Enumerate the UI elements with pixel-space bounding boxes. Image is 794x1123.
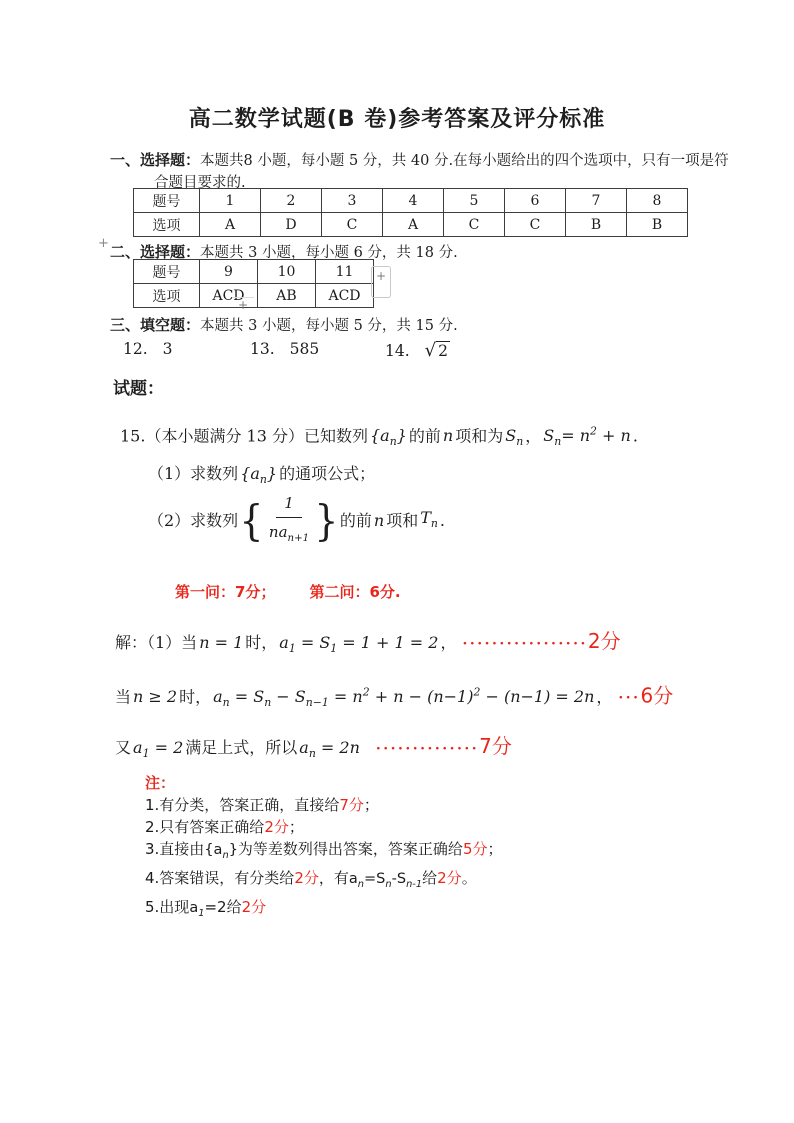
section-3-desc: 本题共 3 小题，每小题 5 分，共 15 分. xyxy=(200,318,458,334)
q15-text: 15.（本小题满分 13 分）已知数列 xyxy=(120,426,368,446)
dotted-leader: ··· xyxy=(618,690,641,707)
note-text: 给 xyxy=(422,868,438,887)
notes-header: 注： xyxy=(145,774,176,792)
table-row-numbers xyxy=(134,189,688,213)
q15p1-math-seq: $\{a_n\}$ xyxy=(240,464,278,487)
q15-text: 的前 xyxy=(408,426,441,446)
note-score: 5分 xyxy=(462,840,488,858)
note-text: 5.出现 xyxy=(145,897,190,916)
table-cell: 10 xyxy=(258,260,316,284)
note-text: ，有 xyxy=(318,868,349,887)
note-line-5 xyxy=(145,896,503,925)
note-line-1 xyxy=(145,794,503,816)
table-cell-label: 选项 xyxy=(134,213,200,237)
note-text: ； xyxy=(487,840,503,858)
note-text: 1.有分类，答案正确，直接给 xyxy=(145,796,340,814)
note-text: =2给 xyxy=(204,897,242,916)
table-cell: ACD xyxy=(316,284,374,308)
sol-text: 当 xyxy=(115,687,132,707)
table-cell: AB xyxy=(258,284,316,308)
table-cell: 6 xyxy=(505,189,566,213)
solution-line-2 xyxy=(115,679,785,718)
q15-math-sn: $S_n$ xyxy=(505,426,524,449)
score-badge: 6分 xyxy=(640,683,674,708)
fill-answer-12 xyxy=(123,340,173,358)
note-text: ； xyxy=(288,818,304,836)
table-cell: B xyxy=(627,213,688,237)
section-1-label: 一、选择题： xyxy=(110,151,201,169)
table-cell: 3 xyxy=(322,189,383,213)
dotted-leader: ················· xyxy=(462,636,588,652)
table-row-answers xyxy=(134,213,688,237)
note-line-3 xyxy=(145,838,503,867)
table-insert-handle-icon: + xyxy=(371,266,391,298)
left-brace: { xyxy=(239,496,264,545)
q15-math-n: n xyxy=(442,426,454,446)
table-cell: C xyxy=(505,213,566,237)
sol-math: n ≥ 2 xyxy=(133,687,178,707)
table-cell: A xyxy=(383,213,444,237)
note-text: 为等差数列得出答案，答案正确给 xyxy=(237,840,463,858)
q15p1-text: （1）求数列 xyxy=(148,464,239,483)
radical-sign: √ xyxy=(424,340,437,361)
sol-text: ， xyxy=(596,687,605,707)
note-text: ； xyxy=(363,796,379,814)
table-cell: 9 xyxy=(200,260,258,284)
note-score: 2分 xyxy=(241,897,267,916)
table-cell: 8 xyxy=(627,189,688,213)
fill-answer-14 xyxy=(385,340,450,361)
fill-value: 2 xyxy=(438,342,449,360)
note-math: $a_n=S_n-S_{n-1}$ xyxy=(348,870,423,890)
table-cell: A xyxy=(200,213,261,237)
table-cell: 5 xyxy=(444,189,505,213)
table-cell-label: 题号 xyxy=(134,260,200,284)
fill-num: 13. xyxy=(250,340,275,358)
score-badge: 7分 xyxy=(479,734,512,758)
fill-num: 14. xyxy=(385,342,410,360)
fill-value: 3 xyxy=(162,340,173,358)
note-line-2 xyxy=(145,816,503,838)
sol-text: ， xyxy=(440,633,449,652)
note-math: $a_1$ xyxy=(189,899,205,919)
sol-math: $a_n = 2n$ xyxy=(299,738,360,761)
sol-math: $a_n = S_n - S_{n-1} = n^2 + n - (n-1)^2 - (n-1) = 2n$ xyxy=(213,686,595,710)
fill-num: 12. xyxy=(123,340,148,358)
q15-text: ， xyxy=(525,426,542,446)
question-15-part-2 xyxy=(148,492,445,550)
section-3-heading xyxy=(110,314,610,337)
score-split-note xyxy=(175,581,401,602)
score-badge: 2分 xyxy=(587,629,621,653)
sol-text: 时， xyxy=(245,633,278,652)
table-cell-label: 题号 xyxy=(134,189,200,213)
table-cell: D xyxy=(261,213,322,237)
q15p2-math-tn: $T_n$ xyxy=(420,507,438,531)
solution-line-1 xyxy=(115,627,775,663)
section-1-desc: 本题共8 小题，每小题 5 分，共 40 分.在每小题给出的四个选项中，只有一项是符合题目要求的. xyxy=(154,153,729,191)
sol-text: 时， xyxy=(179,687,212,707)
table-cell: ACD xyxy=(200,284,258,308)
q15p2-text: . xyxy=(439,511,445,530)
q15p2-text: 项和 xyxy=(386,511,419,530)
note-score: 2分 xyxy=(437,868,462,887)
note-math: $\{a_n\}$ xyxy=(204,842,238,861)
note-score: 2分 xyxy=(294,868,319,887)
q15p2-math-n: n xyxy=(373,511,385,530)
note-line-4 xyxy=(145,867,503,896)
question-15 xyxy=(120,419,760,456)
table-cell: 7 xyxy=(566,189,627,213)
note-text: 3.直接由 xyxy=(145,840,205,858)
section-2-label: 二、选择题： xyxy=(110,243,201,261)
table-row-numbers xyxy=(134,260,374,284)
note-score: 2分 xyxy=(264,818,289,836)
q15-math-formula: $S_n= n^2 + n$ xyxy=(543,425,631,449)
note-text: 4.答案错误，有分类给 xyxy=(145,868,295,887)
q15p2-text: 的前 xyxy=(339,511,372,530)
table-cell: 1 xyxy=(200,189,261,213)
answer-table-1 xyxy=(133,188,688,237)
sol-math: $a_1 = 2$ xyxy=(133,738,184,761)
sol-text: 又 xyxy=(115,738,132,757)
q15-text: 项和为 xyxy=(455,426,504,446)
table-cell: 11 xyxy=(316,260,374,284)
fraction-denominator: $na_{n+1}$ xyxy=(268,523,310,544)
solution-line-3 xyxy=(115,732,755,768)
sol-math: n = 1 xyxy=(199,633,244,652)
table-move-handle-icon: + xyxy=(98,236,109,251)
note-text: 。 xyxy=(461,868,477,887)
fill-value: 585 xyxy=(289,340,320,358)
table-cell: 2 xyxy=(261,189,322,213)
fill-answer-13 xyxy=(250,340,319,358)
note-text: 2.只有答案正确给 xyxy=(145,818,265,836)
score-q2: 第二问：6分. xyxy=(309,583,401,601)
table-cell-label: 选项 xyxy=(134,284,200,308)
right-brace: } xyxy=(314,496,339,545)
q15-math-seq: $\{a_n\}$ xyxy=(369,426,407,449)
plus-artifact-icon: + xyxy=(232,297,254,312)
paper-section-heading: 试题： xyxy=(113,379,164,399)
dotted-leader: ·············· xyxy=(375,741,480,757)
section-2-desc: 本题共 3 小题，每小题 6 分，共 18 分. xyxy=(200,245,458,261)
fraction-numerator: 1 xyxy=(276,490,302,518)
question-15-part-1 xyxy=(148,461,375,493)
grading-notes xyxy=(145,772,503,925)
sol-math: $a_1 = S_1 = 1 + 1 = 2$ xyxy=(279,633,439,656)
table-cell: C xyxy=(444,213,505,237)
sol-text: 满足上式，所以 xyxy=(185,738,298,757)
table-cell: C xyxy=(322,213,383,237)
q15p1-text: 的通项公式； xyxy=(279,464,376,483)
score-q1: 第一问：7分； xyxy=(175,583,276,601)
table-cell: B xyxy=(566,213,627,237)
page-title: 高二数学试题(B 卷)参考答案及评分标准 xyxy=(188,107,606,132)
sol-text: 解：（1）当 xyxy=(115,633,198,652)
fraction xyxy=(267,490,311,552)
q15-text: . xyxy=(632,426,638,446)
q15p2-text: （2）求数列 xyxy=(148,511,239,530)
table-cell: 4 xyxy=(383,189,444,213)
note-score: 7分 xyxy=(339,796,364,814)
section-3-label: 三、填空题： xyxy=(110,316,201,334)
